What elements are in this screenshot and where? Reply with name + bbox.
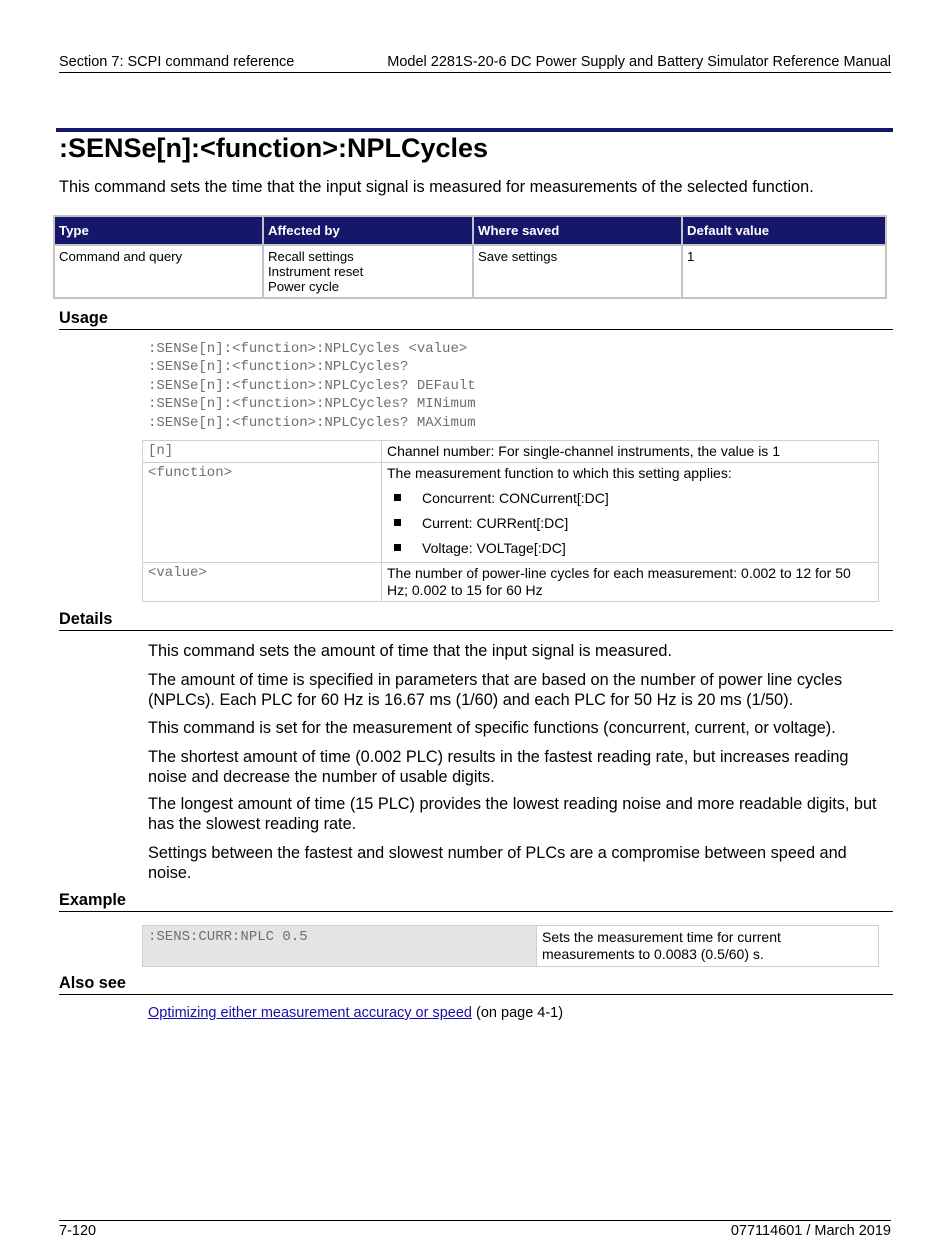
param-name: [n] bbox=[143, 441, 382, 463]
bullet-item: Current: CURRent[:DC] bbox=[387, 515, 873, 532]
affected-by-item: Power cycle bbox=[268, 279, 340, 294]
footer-doc-id: 077114601 / March 2019 bbox=[730, 1223, 891, 1239]
usage-line: :SENSe[n]:<function>:NPLCycles? MAXimum bbox=[148, 414, 476, 431]
usage-syntax bbox=[148, 340, 476, 432]
affected-by-item: Instrument reset bbox=[268, 264, 364, 279]
title-bar bbox=[56, 128, 893, 132]
usage-line: :SENSe[n]:<function>:NPLCycles? MINimum bbox=[148, 396, 476, 413]
details-paragraph: The longest amount of time (15 PLC) provides the lowest reading noise and more readable digits, but has the slowest reading rate. bbox=[148, 795, 877, 833]
param-desc: The number of power-line cycles for each measurement: 0.002 to 12 for 50 Hz; 0.002 to 15 for 60 Hz bbox=[382, 563, 879, 602]
also-see-entry bbox=[148, 1005, 563, 1021]
usage-line: :SENSe[n]:<function>:NPLCycles? DEFault bbox=[148, 377, 476, 394]
command-info-table bbox=[53, 215, 887, 299]
param-name: <value> bbox=[143, 563, 382, 602]
usage-heading: Usage bbox=[59, 309, 893, 330]
also-see-heading: Also see bbox=[59, 974, 893, 995]
usage-line: :SENSe[n]:<function>:NPLCycles? bbox=[148, 359, 409, 376]
cell-default-value: 1 bbox=[683, 246, 885, 297]
example-desc: Sets the measurement time for current measurements to 0.0083 (0.5/60) s. bbox=[537, 926, 879, 967]
details-paragraph: Settings between the fastest and slowest number of PLCs are a compromise between speed and noise. bbox=[148, 844, 847, 882]
also-see-link[interactable]: Optimizing either measurement accuracy or speed bbox=[148, 1005, 472, 1021]
example-heading: Example bbox=[59, 891, 893, 912]
header-type: Type bbox=[55, 217, 262, 244]
usage-line: :SENSe[n]:<function>:NPLCycles <value> bbox=[148, 341, 468, 357]
header-default-value: Default value bbox=[683, 217, 885, 244]
param-desc: Channel number: For single-channel instruments, the value is 1 bbox=[382, 441, 879, 463]
header-where-saved: Where saved bbox=[474, 217, 681, 244]
also-see-page-ref: (on page 4-1) bbox=[471, 1005, 564, 1021]
bullet-item: Voltage: VOLTage[:DC] bbox=[387, 540, 873, 557]
cell-where-saved: Save settings bbox=[474, 246, 681, 297]
running-header-manual: Model 2281S-20-6 DC Power Supply and Battery Simulator Reference Manual bbox=[387, 54, 891, 70]
footer-rule bbox=[59, 1220, 891, 1221]
param-desc bbox=[382, 463, 879, 563]
header-rule bbox=[59, 72, 891, 73]
example-table bbox=[142, 925, 879, 967]
bullet-item: Concurrent: CONCurrent[:DC] bbox=[387, 490, 873, 507]
page-title: :SENSe[n]:<function>:NPLCycles bbox=[59, 133, 489, 163]
header-affected-by: Affected by bbox=[264, 217, 472, 244]
details-paragraph: This command sets the amount of time that the input signal is measured. bbox=[148, 642, 672, 660]
param-desc-text: The measurement function to which this setting applies: bbox=[387, 465, 732, 481]
details-paragraph: The shortest amount of time (0.002 PLC) results in the fastest reading rate, but increases reading noise and decrease the number of usable digits. bbox=[148, 748, 849, 786]
running-header-section: Section 7: SCPI command reference bbox=[59, 54, 295, 70]
details-paragraph: The amount of time is specified in parameters that are based on the number of power line cycles (NPLCs). Each PLC for 60 Hz is 16.67 ms (1/60) and each PLC for 50 Hz is 20 ms (1/50). bbox=[148, 671, 843, 709]
param-name: <function> bbox=[143, 463, 382, 563]
cell-type: Command and query bbox=[55, 246, 262, 297]
parameters-table bbox=[142, 440, 879, 602]
affected-by-item: Recall settings bbox=[268, 249, 354, 264]
details-paragraph: This command is set for the measurement of specific functions (concurrent, current, or voltage). bbox=[148, 719, 836, 737]
cell-affected-by bbox=[264, 246, 472, 297]
example-code: :SENS:CURR:NPLC 0.5 bbox=[143, 926, 537, 967]
intro-text: This command sets the time that the input signal is measured for measurements of the selected function. bbox=[59, 178, 814, 196]
details-heading: Details bbox=[59, 610, 893, 631]
footer-page-number: 7-120 bbox=[59, 1223, 97, 1239]
